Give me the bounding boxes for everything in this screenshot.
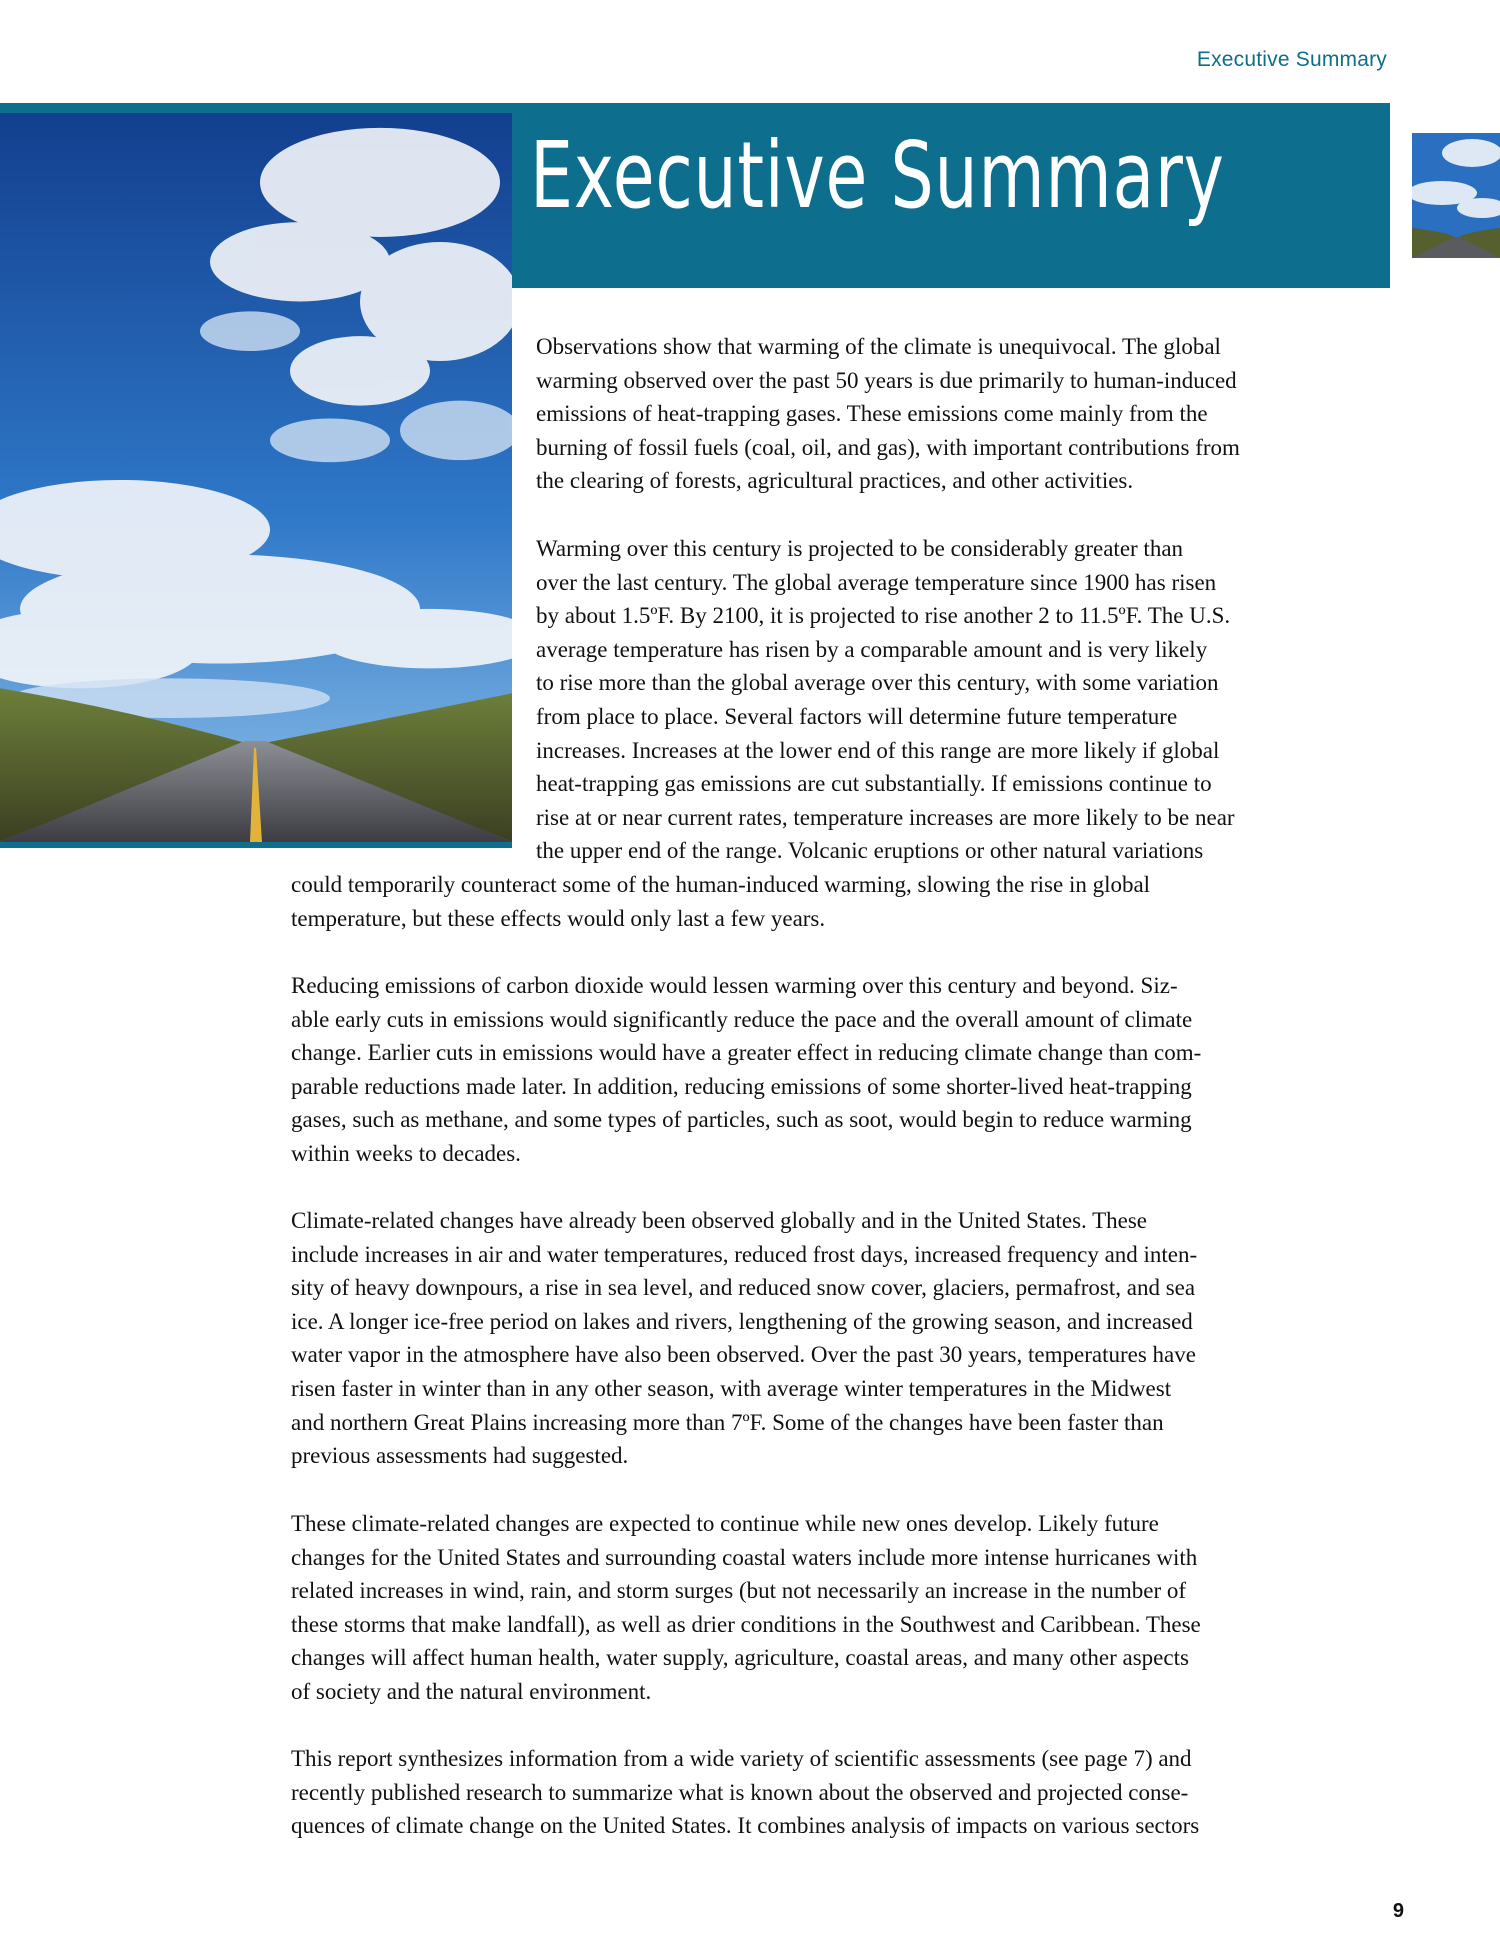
- text-line: increases. Increases at the lower end of this range are more likely if global: [536, 737, 1220, 763]
- paragraph-observed-changes: [291, 1204, 1376, 1473]
- text-line: and northern Great Plains increasing more than 7ºF. Some of the changes have been faster than: [291, 1409, 1164, 1435]
- text-line: the clearing of forests, agricultural practices, and other activities.: [536, 468, 1134, 494]
- text-line: within weeks to decades.: [291, 1140, 521, 1166]
- text-line: rise at or near current rates, temperature increases are more likely to be near: [536, 804, 1235, 830]
- text-line: gases, such as methane, and some types of particles, such as soot, would begin to reduce warming: [291, 1107, 1192, 1133]
- hero-sky-road-photo: [0, 113, 512, 848]
- text-line: previous assessments had suggested.: [291, 1443, 629, 1469]
- text-line: burning of fossil fuels (coal, oil, and gas), with important contributions from: [536, 434, 1240, 460]
- text-line: recently published research to summarize what is known about the observed and projected conse-: [291, 1779, 1189, 1805]
- text-line: Reducing emissions of carbon dioxide would lessen warming over this century and beyond. Siz-: [291, 973, 1178, 998]
- text-line: Climate-related changes have already been observed globally and in the United States. These: [291, 1208, 1148, 1233]
- text-line: over the last century. The global average temperature since 1900 has risen: [536, 569, 1217, 595]
- text-line: by about 1.5ºF. By 2100, it is projected to rise another 2 to 11.5ºF. The U.S.: [536, 603, 1231, 629]
- text-line: to rise more than the global average over this century, with some variation: [536, 670, 1219, 696]
- text-line: these storms that make landfall), as well as drier conditions in the Southwest and Caribbean. These: [291, 1611, 1201, 1637]
- text-line: related increases in wind, rain, and storm surges (but not necessarily an increase in the number of: [291, 1578, 1187, 1604]
- text-line: water vapor in the atmosphere have also been observed. Over the past 30 years, temperatures have: [291, 1342, 1196, 1368]
- paragraph-report-synthesis: [291, 1742, 1376, 1843]
- text-line: could temporarily counteract some of the human-induced warming, slowing the rise in global: [291, 872, 1151, 897]
- text-line: heat-trapping gas emissions are cut substantially. If emissions continue to: [536, 771, 1212, 797]
- text-line: from place to place. Several factors will determine future temperature: [536, 703, 1178, 729]
- text-line: quences of climate change on the United States. It combines analysis of impacts on various sectors: [291, 1813, 1200, 1839]
- text-line: parable reductions made later. In addition, reducing emissions of some shorter-lived heat-trapping: [291, 1073, 1192, 1099]
- text-line: This report synthesizes information from a wide variety of scientific assessments (see page 7) and: [291, 1746, 1192, 1771]
- running-header: Executive Summary: [1196, 48, 1387, 71]
- text-line: These climate-related changes are expected to continue while new ones develop. Likely future: [291, 1511, 1159, 1536]
- paragraph-observations: [536, 330, 1376, 498]
- text-line: ice. A longer ice-free period on lakes and rivers, lengthening of the growing season, and increased: [291, 1308, 1193, 1334]
- text-line: include increases in air and water temperatures, reduced frost days, increased frequency and inten-: [291, 1241, 1198, 1267]
- page-title: Executive Summary: [530, 122, 1225, 229]
- text-line: changes will affect human health, water supply, agriculture, coastal areas, and many other aspects: [291, 1645, 1189, 1671]
- paragraph-warming-projection: [536, 532, 1376, 868]
- paragraph-future-changes: [291, 1507, 1376, 1709]
- page-number: 9: [1392, 1900, 1404, 1922]
- paragraph-warming-projection-continued: [291, 868, 1376, 935]
- text-line: temperature, but these effects would only last a few years.: [291, 905, 826, 931]
- text-line: changes for the United States and surrounding coastal waters include more intense hurricanes with: [291, 1544, 1198, 1570]
- text-line: Observations show that warming of the climate is unequivocal. The global: [536, 334, 1221, 359]
- text-line: of society and the natural environment.: [291, 1678, 652, 1704]
- text-line: Warming over this century is projected to be considerably greater than: [536, 536, 1184, 561]
- text-line: average temperature has risen by a comparable amount and is very likely: [536, 636, 1208, 662]
- text-line: warming observed over the past 50 years is due primarily to human-induced: [536, 367, 1237, 393]
- text-line: able early cuts in emissions would significantly reduce the pace and the overall amount of climate: [291, 1006, 1193, 1032]
- text-line: risen faster in winter than in any other season, with average winter temperatures in the Midwest: [291, 1375, 1172, 1401]
- text-line: emissions of heat-trapping gases. These emissions come mainly from the: [536, 401, 1208, 427]
- text-line: change. Earlier cuts in emissions would have a greater effect in reducing climate change than com-: [291, 1040, 1202, 1066]
- text-line: the upper end of the range. Volcanic eruptions or other natural variations: [536, 838, 1204, 864]
- thumbnail-sky-road-photo: [1412, 133, 1500, 258]
- text-line: sity of heavy downpours, a rise in sea level, and reduced snow cover, glaciers, permafrost, and sea: [291, 1275, 1196, 1301]
- paragraph-reducing-emissions: [291, 969, 1376, 1171]
